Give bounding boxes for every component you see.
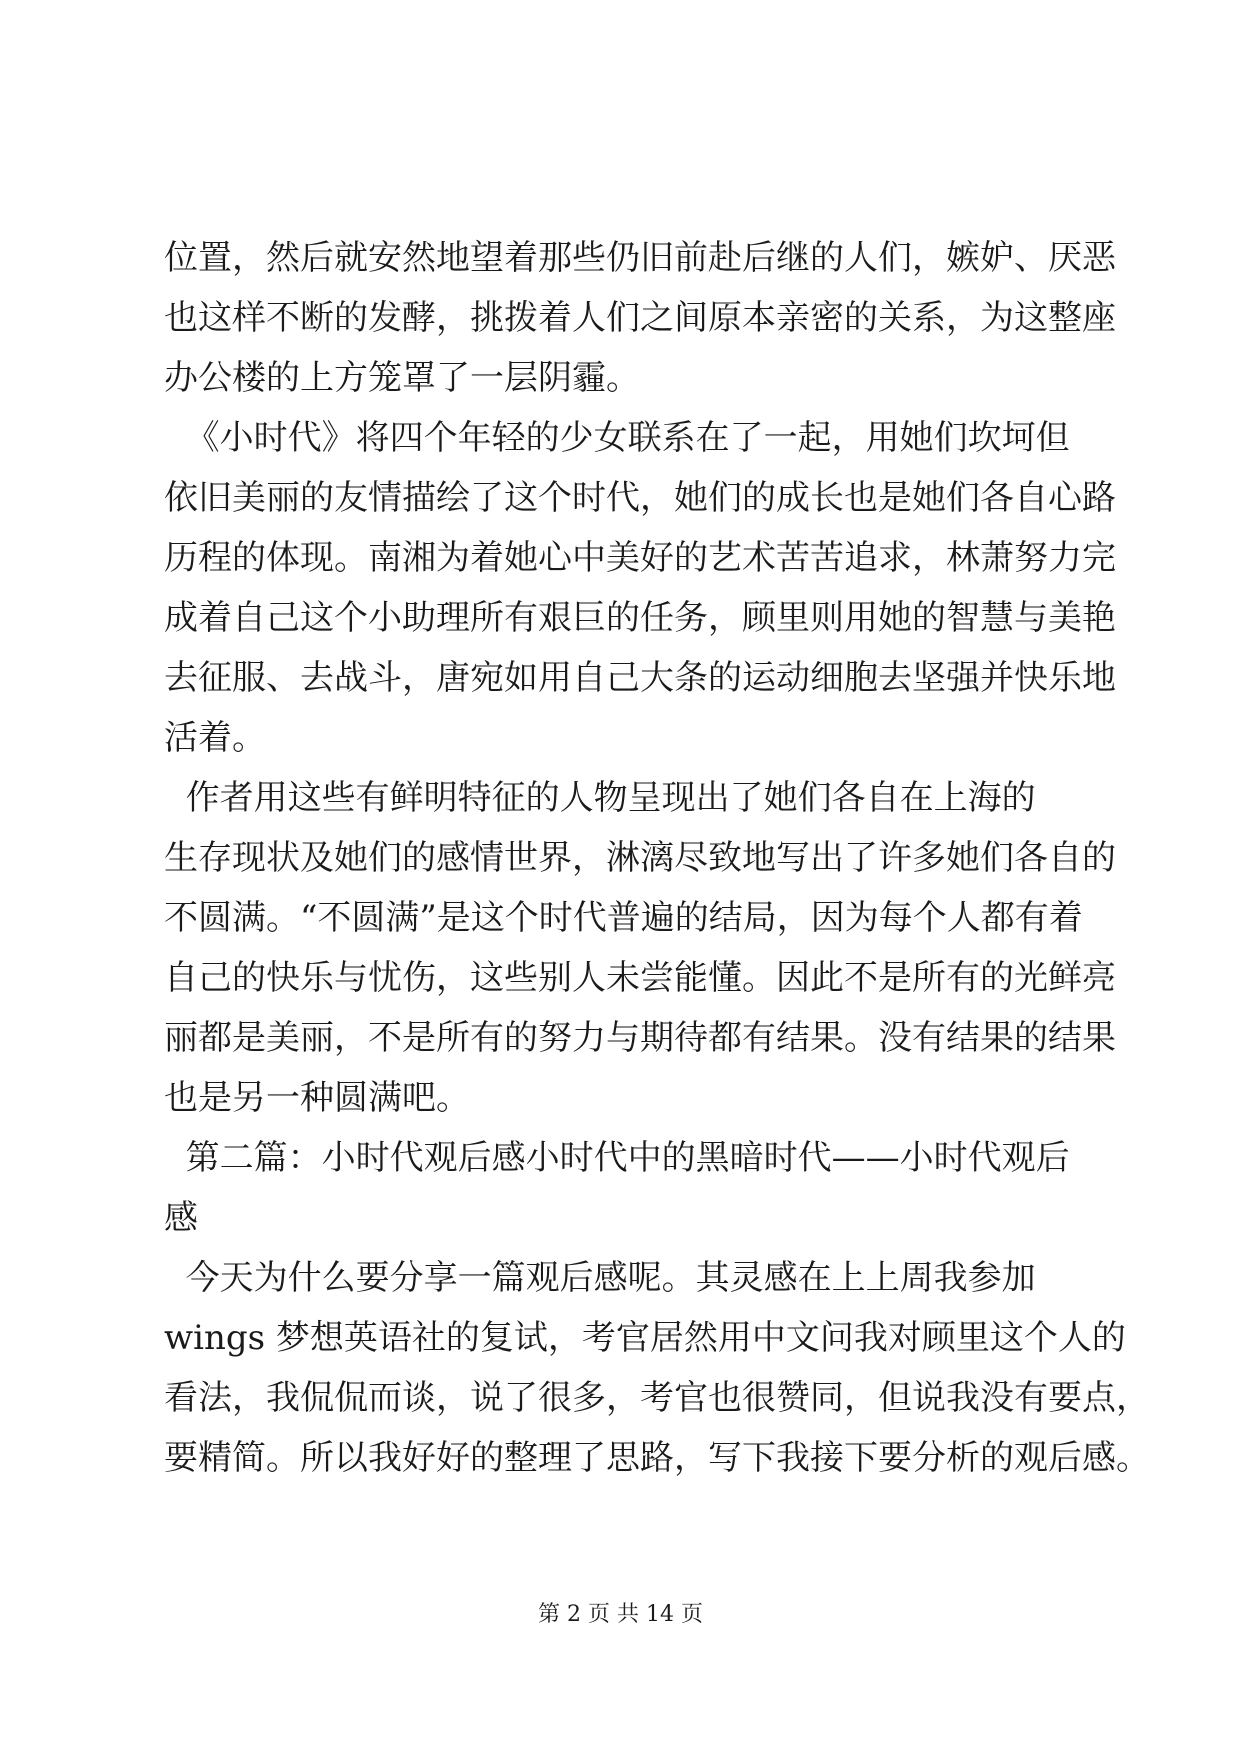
text-line: 位置，然后就安然地望着那些仍旧前赴后继的人们，嫉妒、厌恶	[164, 238, 1116, 278]
text-line: 办公楼的上方笼罩了一层阴霾。	[164, 358, 640, 398]
document-body	[164, 228, 1150, 1488]
text-line: 生存现状及她们的感情世界，淋漓尽致地写出了许多她们各自的	[164, 838, 1116, 878]
text-line: 今天为什么要分享一篇观后感呢。其灵感在上上周我参加	[164, 1258, 1036, 1298]
page-number-footer: 第 2 页 共 14 页	[538, 1602, 703, 1627]
text-line: 不圆满。“不圆满”是这个时代普遍的结局，因为每个人都有着	[164, 898, 1083, 938]
text-line: 历程的体现。南湘为着她心中美好的艺术苦苦追求，林萧努力完	[164, 538, 1116, 578]
text-line: 依旧美丽的友情描绘了这个时代，她们的成长也是她们各自心路	[164, 478, 1116, 518]
section-heading-line: 感	[164, 1198, 198, 1238]
text-line: 丽都是美丽，不是所有的努力与期待都有结果。没有结果的结果	[164, 1018, 1116, 1058]
text-line: 《小时代》将四个年轻的少女联系在了一起，用她们坎坷但	[164, 418, 1070, 458]
text-line: 去征服、去战斗，唐宛如用自己大条的运动细胞去坚强并快乐地	[164, 658, 1116, 698]
text-line: 活着。	[164, 718, 266, 758]
text-line: 也是另一种圆满吧。	[164, 1078, 470, 1118]
section-heading-line: 第二篇：小时代观后感小时代中的黑暗时代——小时代观后	[164, 1138, 1070, 1178]
text-line: wings 梦想英语社的复试，考官居然用中文问我对顾里这个人的	[164, 1318, 1126, 1358]
text-line: 看法，我侃侃而谈，说了很多，考官也很赞同，但说我没有要点，	[164, 1378, 1150, 1418]
text-line: 成着自己这个小助理所有艰巨的任务，顾里则用她的智慧与美艳	[164, 598, 1116, 638]
text-line: 也这样不断的发酵，挑拨着人们之间原本亲密的关系，为这整座	[164, 298, 1116, 338]
text-line: 要精简。所以我好好的整理了思路，写下我接下要分析的观后感。	[164, 1438, 1150, 1478]
text-line: 作者用这些有鲜明特征的人物呈现出了她们各自在上海的	[164, 778, 1036, 818]
text-line: 自己的快乐与忧伤，这些别人未尝能懂。因此不是所有的光鲜亮	[164, 958, 1116, 998]
